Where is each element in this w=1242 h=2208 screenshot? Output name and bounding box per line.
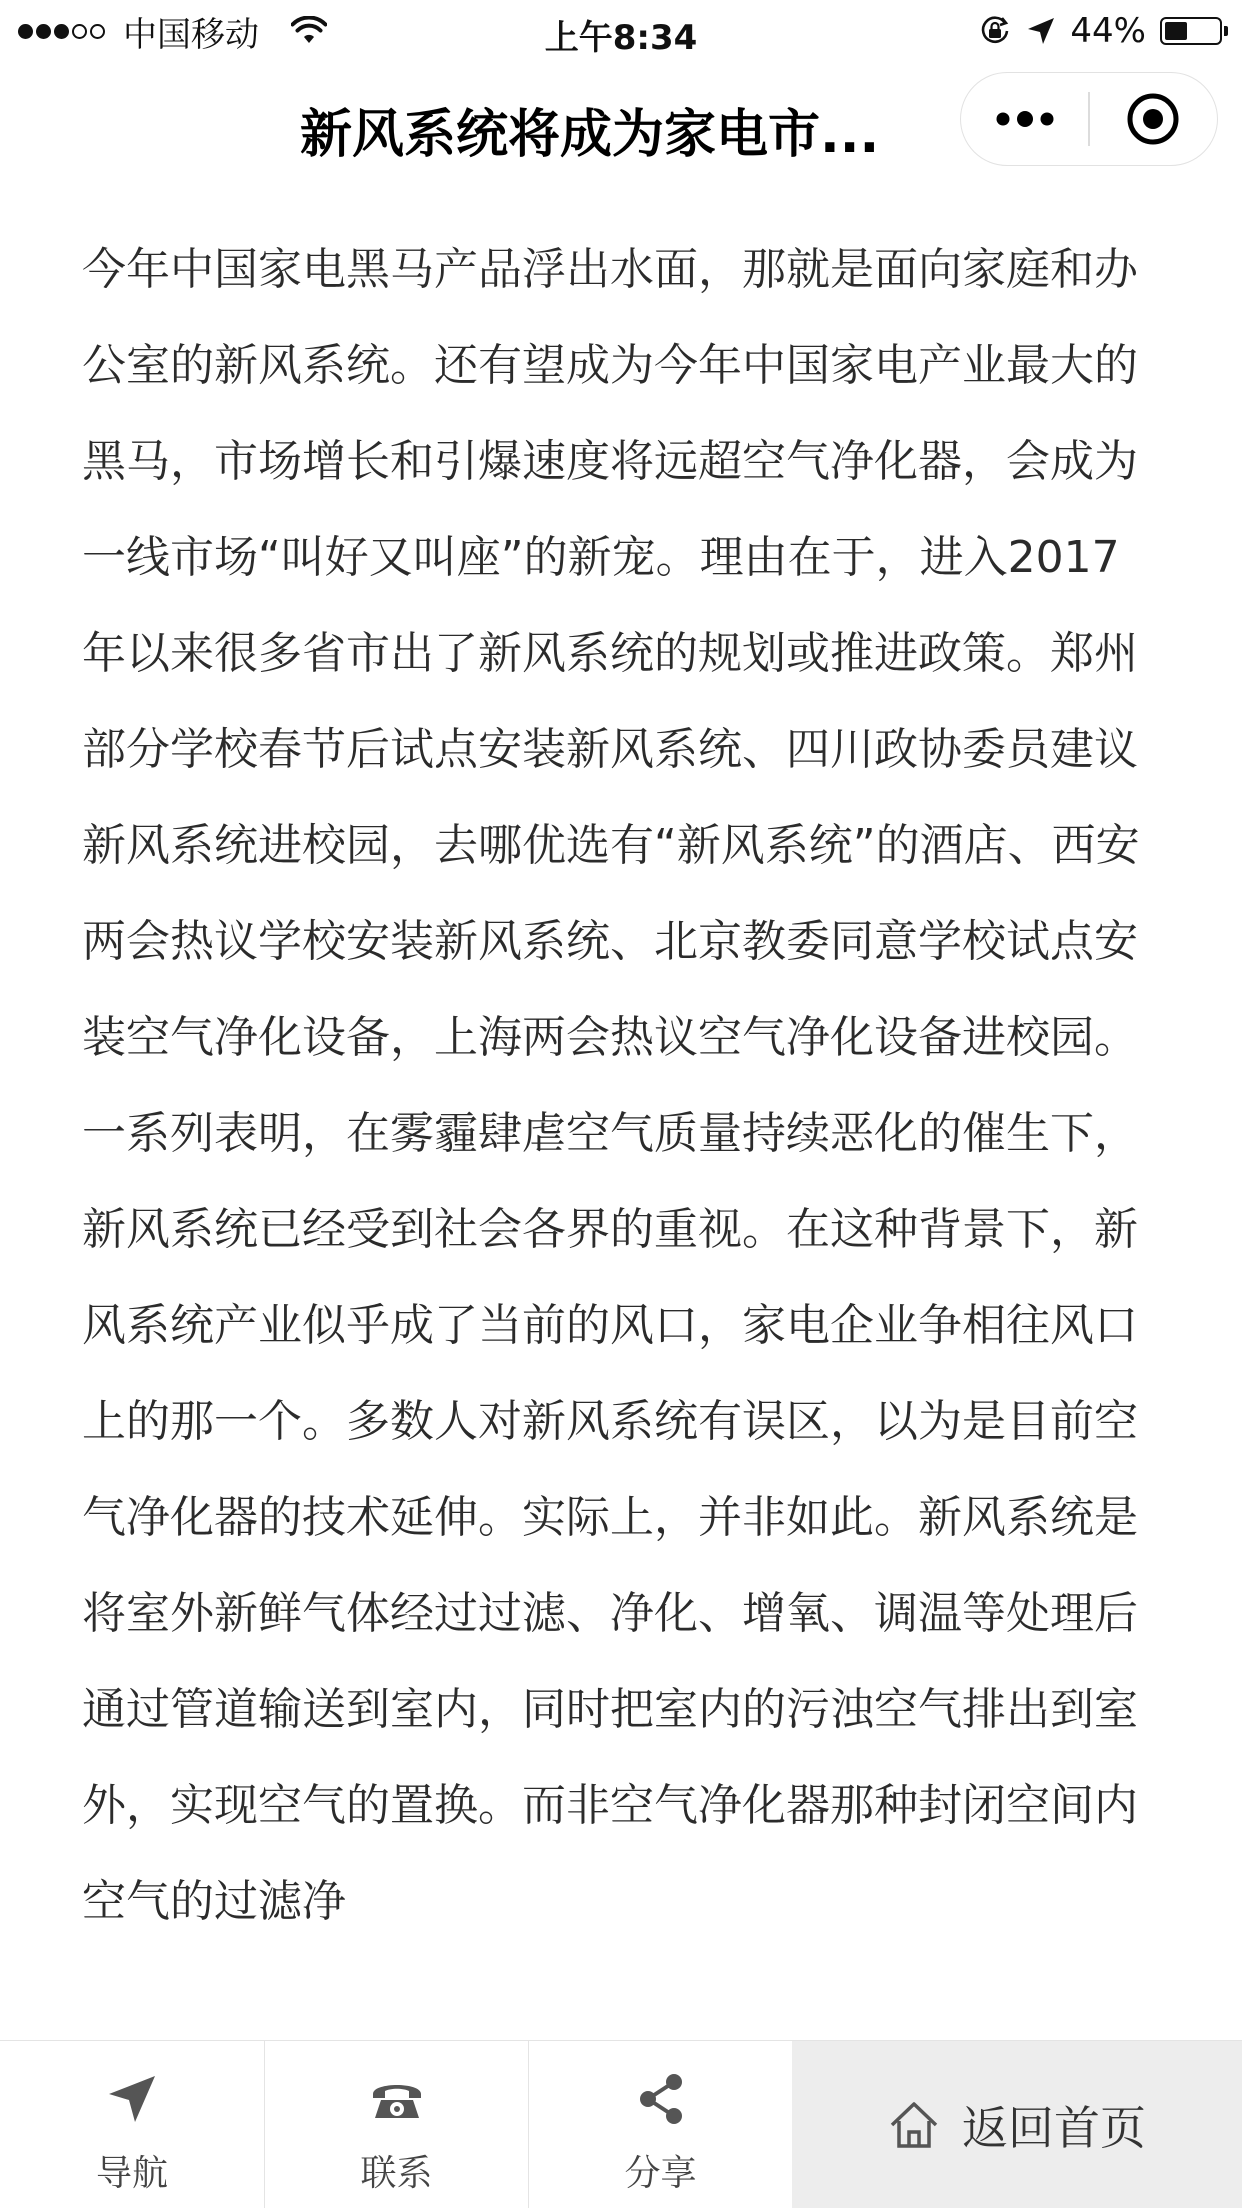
battery-fill <box>1165 22 1187 40</box>
status-bar <box>0 0 1242 62</box>
contact-label: 联系 <box>360 2153 433 2194</box>
navigate-label: 导航 <box>95 2153 168 2194</box>
carrier-name: 中国移动 <box>123 14 259 55</box>
nav-bar <box>0 62 1242 182</box>
more-button[interactable] <box>961 73 1088 165</box>
battery-percent: 44% <box>1070 11 1146 51</box>
back-to-home-button[interactable] <box>792 2041 1242 2208</box>
share-icon-wrap <box>636 2067 686 2131</box>
target-close-icon <box>1125 91 1181 147</box>
article-body <box>82 222 1162 1950</box>
phone-icon <box>369 2076 425 2122</box>
home-icon <box>888 2099 940 2151</box>
contact-button[interactable] <box>264 2041 528 2208</box>
mini-program-capsule <box>960 72 1218 166</box>
orientation-lock-icon <box>978 14 1012 48</box>
share-icon <box>636 2072 686 2126</box>
article-paragraph: 一系列表明，在雾霾肆虐空气质量持续恶化的催生下，新风系统已经受到社会各界的重视。在这种背景下，新风系统产业似乎成了当前的风口，家电企业争相往风口上的那一个。多数人对新风系统有误区，以为是目前空气净化器的技术延伸。实际上，并非如此。新风系统是将室外新鲜气体经过过滤、净化、增氧、调温等处理后通过管道输送到室内，同时把室内的污浊空气排出到室外，实现空气的置换。而非空气净化器那种封闭空间内空气的过滤净 <box>82 1108 1138 1927</box>
more-dots-icon <box>995 111 1055 127</box>
back-to-home-label: 返回首页 <box>962 2100 1146 2155</box>
navigate-icon-wrap <box>105 2067 159 2131</box>
close-mini-program-button[interactable] <box>1090 73 1217 165</box>
navigate-button[interactable] <box>0 2041 264 2208</box>
battery-icon <box>1160 17 1222 45</box>
page-title: 新风系统将成为家电市... <box>300 105 880 165</box>
bottom-toolbar <box>0 2040 1242 2208</box>
status-time: 上午8:34 <box>544 18 698 58</box>
share-label: 分享 <box>624 2153 697 2194</box>
article-paragraph: 今年中国家电黑马产品浮出水面，那就是面向家庭和办公室的新风系统。还有望成为今年中国家电产业最大的黑马，市场增长和引爆速度将远超空气净化器，会成为一线市场“叫好又叫座”的新宠。理由在于，进入2017年以来很多省市出了新风系统的规划或推进政策。郑州部分学校春节后试点安装新风系统、四川政协委员建议新风系统进校园，去哪优选有“新风系统”的酒店、西安两会热议学校安装新风系统、北京教委同意学校试点安装空气净化设备，上海两会热议空气净化设备进校园。 <box>82 244 1140 1063</box>
status-right <box>978 10 1222 52</box>
share-button[interactable] <box>528 2041 792 2208</box>
navigation-arrow-icon <box>105 2072 159 2126</box>
location-arrow-icon <box>1026 16 1056 46</box>
contact-icon-wrap <box>369 2067 425 2131</box>
